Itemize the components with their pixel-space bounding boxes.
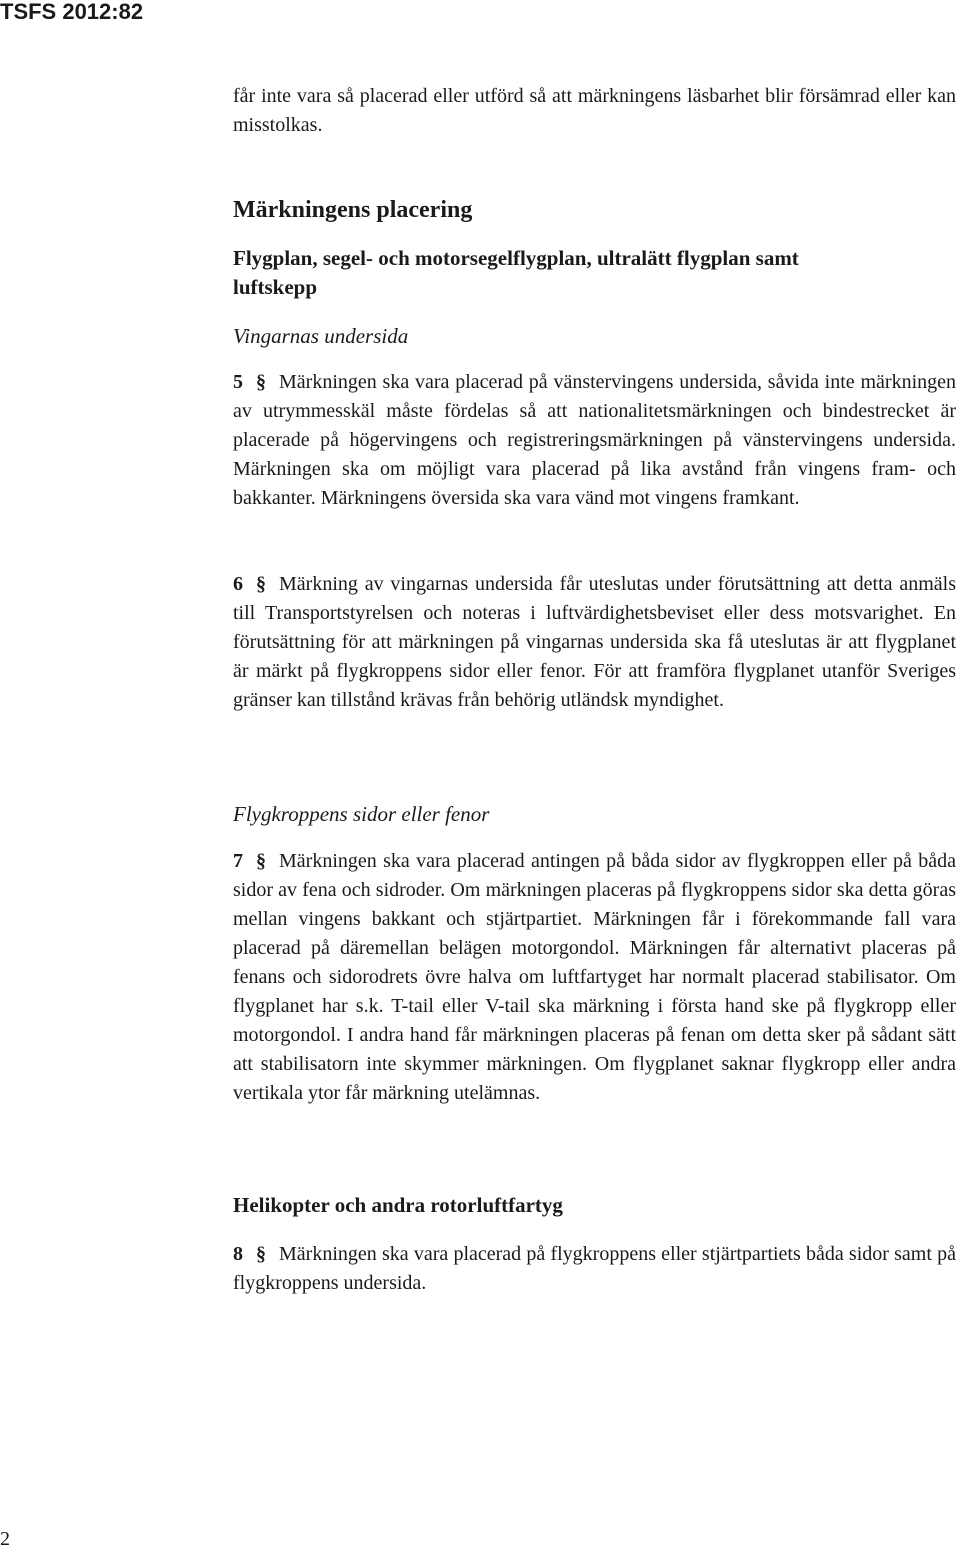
page-number: 2 <box>0 1528 10 1550</box>
heading-aircraft-types: Flygplan, segel- och motorsegelflygplan, ultralätt flygplan samt luftskepp <box>233 246 799 299</box>
paragraph-7-text: Märkningen ska vara placerad antingen på båda sidor av flygkroppen eller på båda sidor av fena och sidroder. Om märkningen placeras på flygkroppens sidor ska detta göras mellan vingens bakkant och stjärtpartiet. Märkningen får i förekommande fall vara placerad på däremellan belägen motorgondol. Märkningen får alternativt placeras på fenans och sidorodrets övre halva om luftfartyget har normalt placerad stabilisator. Om flygplanet har s.k. T-tail eller V-tail ska märkning i första hand ske på flygkropp eller motorgondol. I andra hand får märkningen placeras på fenan om detta sker på sådant sätt att stabilisatorn inte skymmer märkningen. Om flygplanet saknar flygkropp eller andra vertikala ytor får märkning utelämnas. <box>233 850 956 1104</box>
paragraph-5-number: 5 <box>233 371 243 393</box>
intro-paragraph <box>233 82 956 140</box>
section-symbol: § <box>256 573 266 595</box>
heading-markings-placement: Märkningens placering <box>233 197 473 223</box>
paragraph-6-number: 6 <box>233 573 243 595</box>
subheading-wing-underside: Vingarnas undersida <box>233 324 409 348</box>
section-symbol: § <box>256 850 266 872</box>
paragraph-7-number: 7 <box>233 850 243 872</box>
intro-text: får inte vara så placerad eller utförd så att märkningens läsbarhet blir försämrad eller kan misstolkas. <box>233 85 956 136</box>
subheading-fuselage-fins: Flygkroppens sidor eller fenor <box>233 802 490 826</box>
paragraph-8 <box>233 1240 956 1298</box>
paragraph-7 <box>233 847 956 1108</box>
paragraph-8-text: Märkningen ska vara placerad på flygkroppens eller stjärtpartiets båda sidor samt på flygkroppens undersida. <box>233 1243 956 1294</box>
paragraph-6 <box>233 570 956 715</box>
section-symbol: § <box>256 371 266 393</box>
heading-helicopter: Helikopter och andra rotorluftfartyg <box>233 1193 563 1217</box>
paragraph-8-number: 8 <box>233 1243 243 1265</box>
document-id-header: TSFS 2012:82 <box>0 0 144 24</box>
paragraph-5 <box>233 368 956 513</box>
section-symbol: § <box>256 1243 266 1265</box>
paragraph-6-text: Märkning av vingarnas undersida får uteslutas under förutsättning att detta anmäls till Transportstyrelsen och noteras i luftvärdighetsbeviset eller dess motsvarighet. En förutsättning för att märkningen på vingarnas undersida ska få uteslutas är att flygplanet är märkt på flygkroppens sidor eller fenor. För att framföra flygplanet utanför Sveriges gränser kan tillstånd krävas från behörig utländsk myndighet. <box>233 573 956 711</box>
paragraph-5-text: Märkningen ska vara placerad på vänstervingens undersida, såvida inte märkningen av utrymmesskäl måste fördelas så att nationalitetsmärkningen och bindestrecket är placerade på högervingens och registreringsmärkningen på vänstervingens undersida. Märkningen ska om möjligt vara placerad på lika avstånd från vingens fram- och bakkanter. Märkningens översida ska vara vänd mot vingens framkant. <box>233 371 956 509</box>
